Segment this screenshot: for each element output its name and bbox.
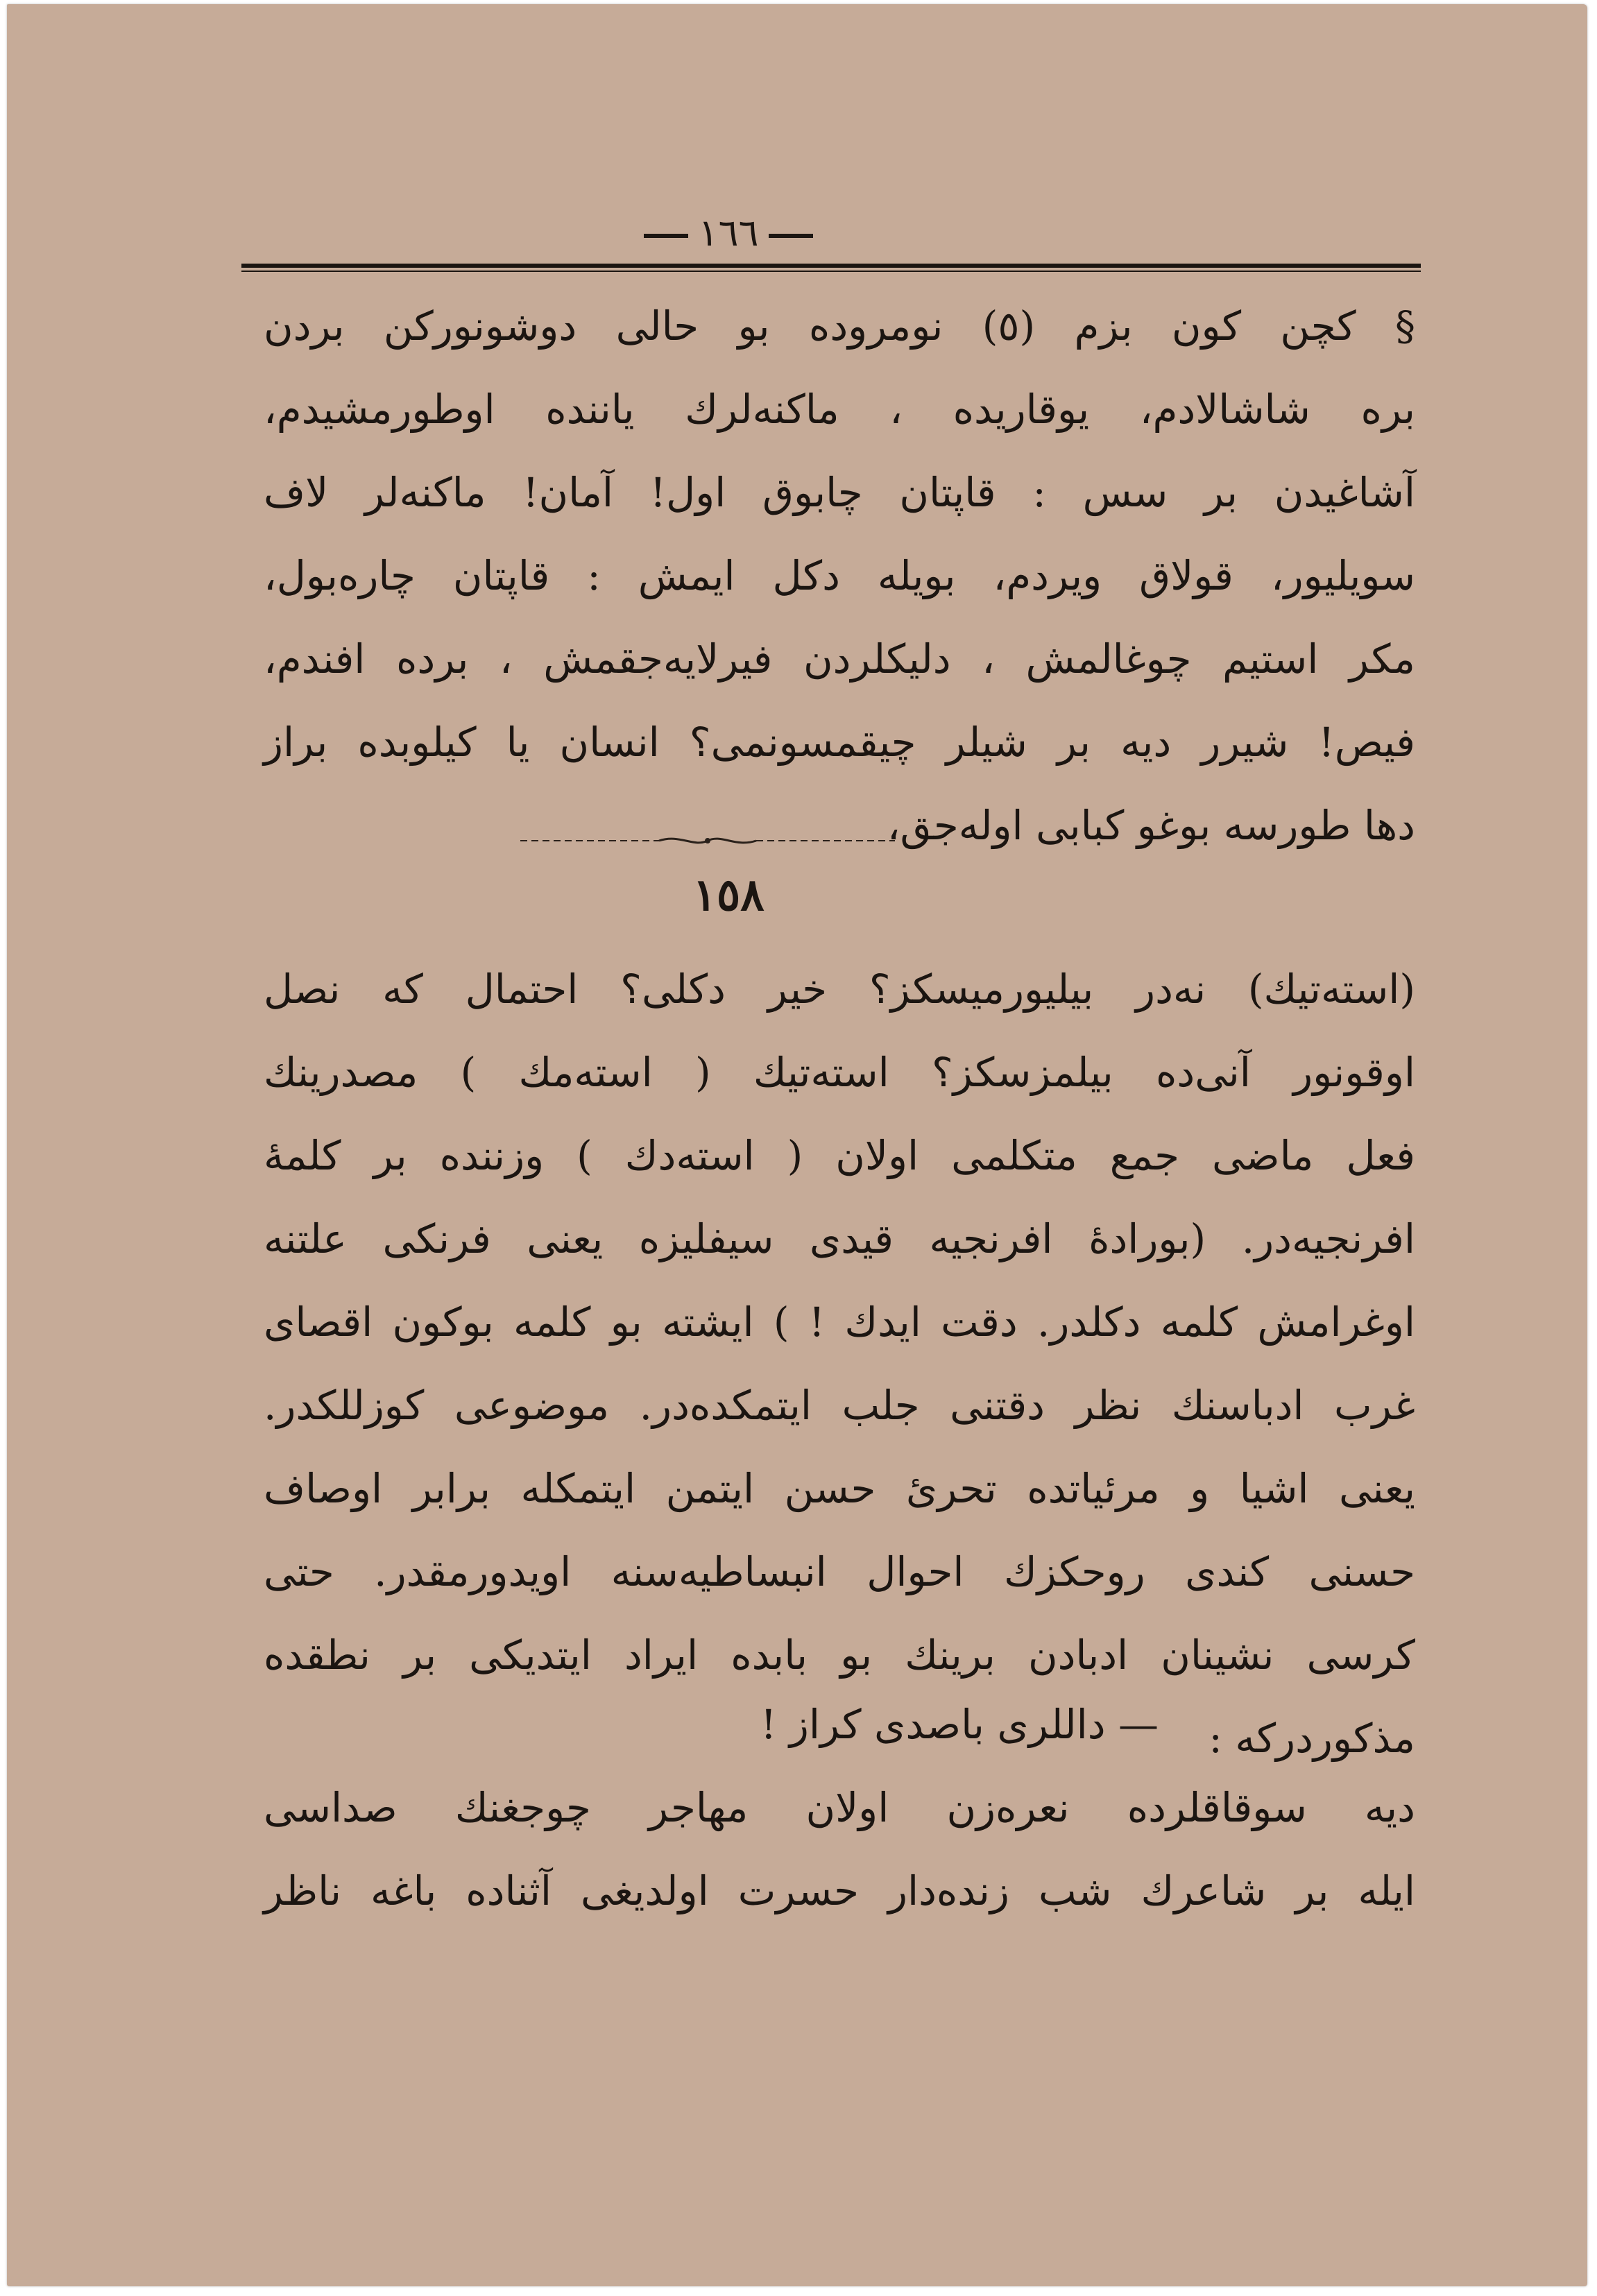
text-line: فيص! شيرر ديه بر شيلر چيقمسونمى؟ انسان يا كيلوبده براز [264, 719, 1415, 766]
section-divider-ornament [520, 834, 895, 848]
text-line: § كچن كون بزم (٥) نومروده بو حالى دوشونوركن بردن [264, 302, 1415, 350]
quoted-cry: — داللرى باصدى كراز ! [760, 1701, 1159, 1748]
page-number-dash-left [644, 234, 688, 238]
page-number-value: ١٦٦ [698, 211, 759, 255]
text-line: بره شاشالادم، يوقاريده ، ماكنه‌لرك ياننده اوطورمشيدم، [264, 386, 1415, 433]
text-line: آشاغيدن بر سس : قاپتان چابوق اول! آمان! ماكنه‌لر لاف [264, 469, 1415, 516]
text-line: اوقونور آنى‌ده بيلمزسكز؟ استه‌تيك ( استه‌مك ) مصدرينك [264, 1049, 1415, 1096]
text-line: ديه سوقاقلرده نعره‌زن اولان مهاجر چوجغنك صداسى [264, 1784, 1415, 1831]
book-page [7, 4, 1587, 2286]
text-line: غرب ادباسنك نظر دقتنى جلب ايتمكده‌در. موضوعى كوزللكدر. [264, 1382, 1415, 1429]
paragraph-157-continued [264, 284, 1415, 867]
text-line: افرنجيه‌در. (بورادهٔ افرنجيه قيدى سيفليزه يعنى فرنكى علتنه [264, 1215, 1415, 1262]
text-line: اوغرامش كلمه دكلدر. دقت ايدك ! ) ايشته بو كلمه بوكون اقصاى [264, 1299, 1415, 1346]
page-number-dash-right [769, 234, 813, 238]
text-line: كرسى نشينان ادبادن برينك بو بابده ايراد ايتديكى بر نطقده [264, 1631, 1415, 1679]
text-line: دها طورسه بوغو كبابى اوله‌جق، [887, 802, 1415, 849]
paragraph-158-continued [264, 1766, 1415, 1933]
section-number: ١٥٨ [692, 869, 765, 921]
header-rule [241, 264, 1421, 268]
text-line: مكر استيم چوغالمش ، دليكلردن فيرلايه‌جقمش ، برده افندم، [264, 635, 1415, 683]
text-line: سويليور، قولاق ويردم، بويله دكل ايمش : قاپتان چاره‌بول، [264, 552, 1415, 599]
text-line: (استه‌تيك) نه‌در بيليورميسكز؟ خير دكلى؟ احتمال كه نصل [264, 966, 1415, 1013]
text-line: مذكوردركه : [1209, 1715, 1415, 1762]
text-line: فعل ماضى جمع متكلمى اولان ( استه‌دك ) وزننده بر كلمهٔ [264, 1132, 1415, 1179]
page-number [617, 212, 839, 254]
text-line: حسنى كندى روحكزك احوال انبساطيه‌سنه اويدورمقدر. حتى [264, 1548, 1415, 1595]
text-line: يعنى اشيا و مرئياتده تحرئ حسن ايتمن ايتمكله برابر اوصاف [264, 1465, 1415, 1512]
paragraph-158 [264, 948, 1415, 1780]
header-rule-thin [241, 271, 1421, 272]
text-line: ايله بر شاعرك شب زنده‌دار حسرت اولديغى آثنادە باغه ناظر [264, 1867, 1415, 1914]
